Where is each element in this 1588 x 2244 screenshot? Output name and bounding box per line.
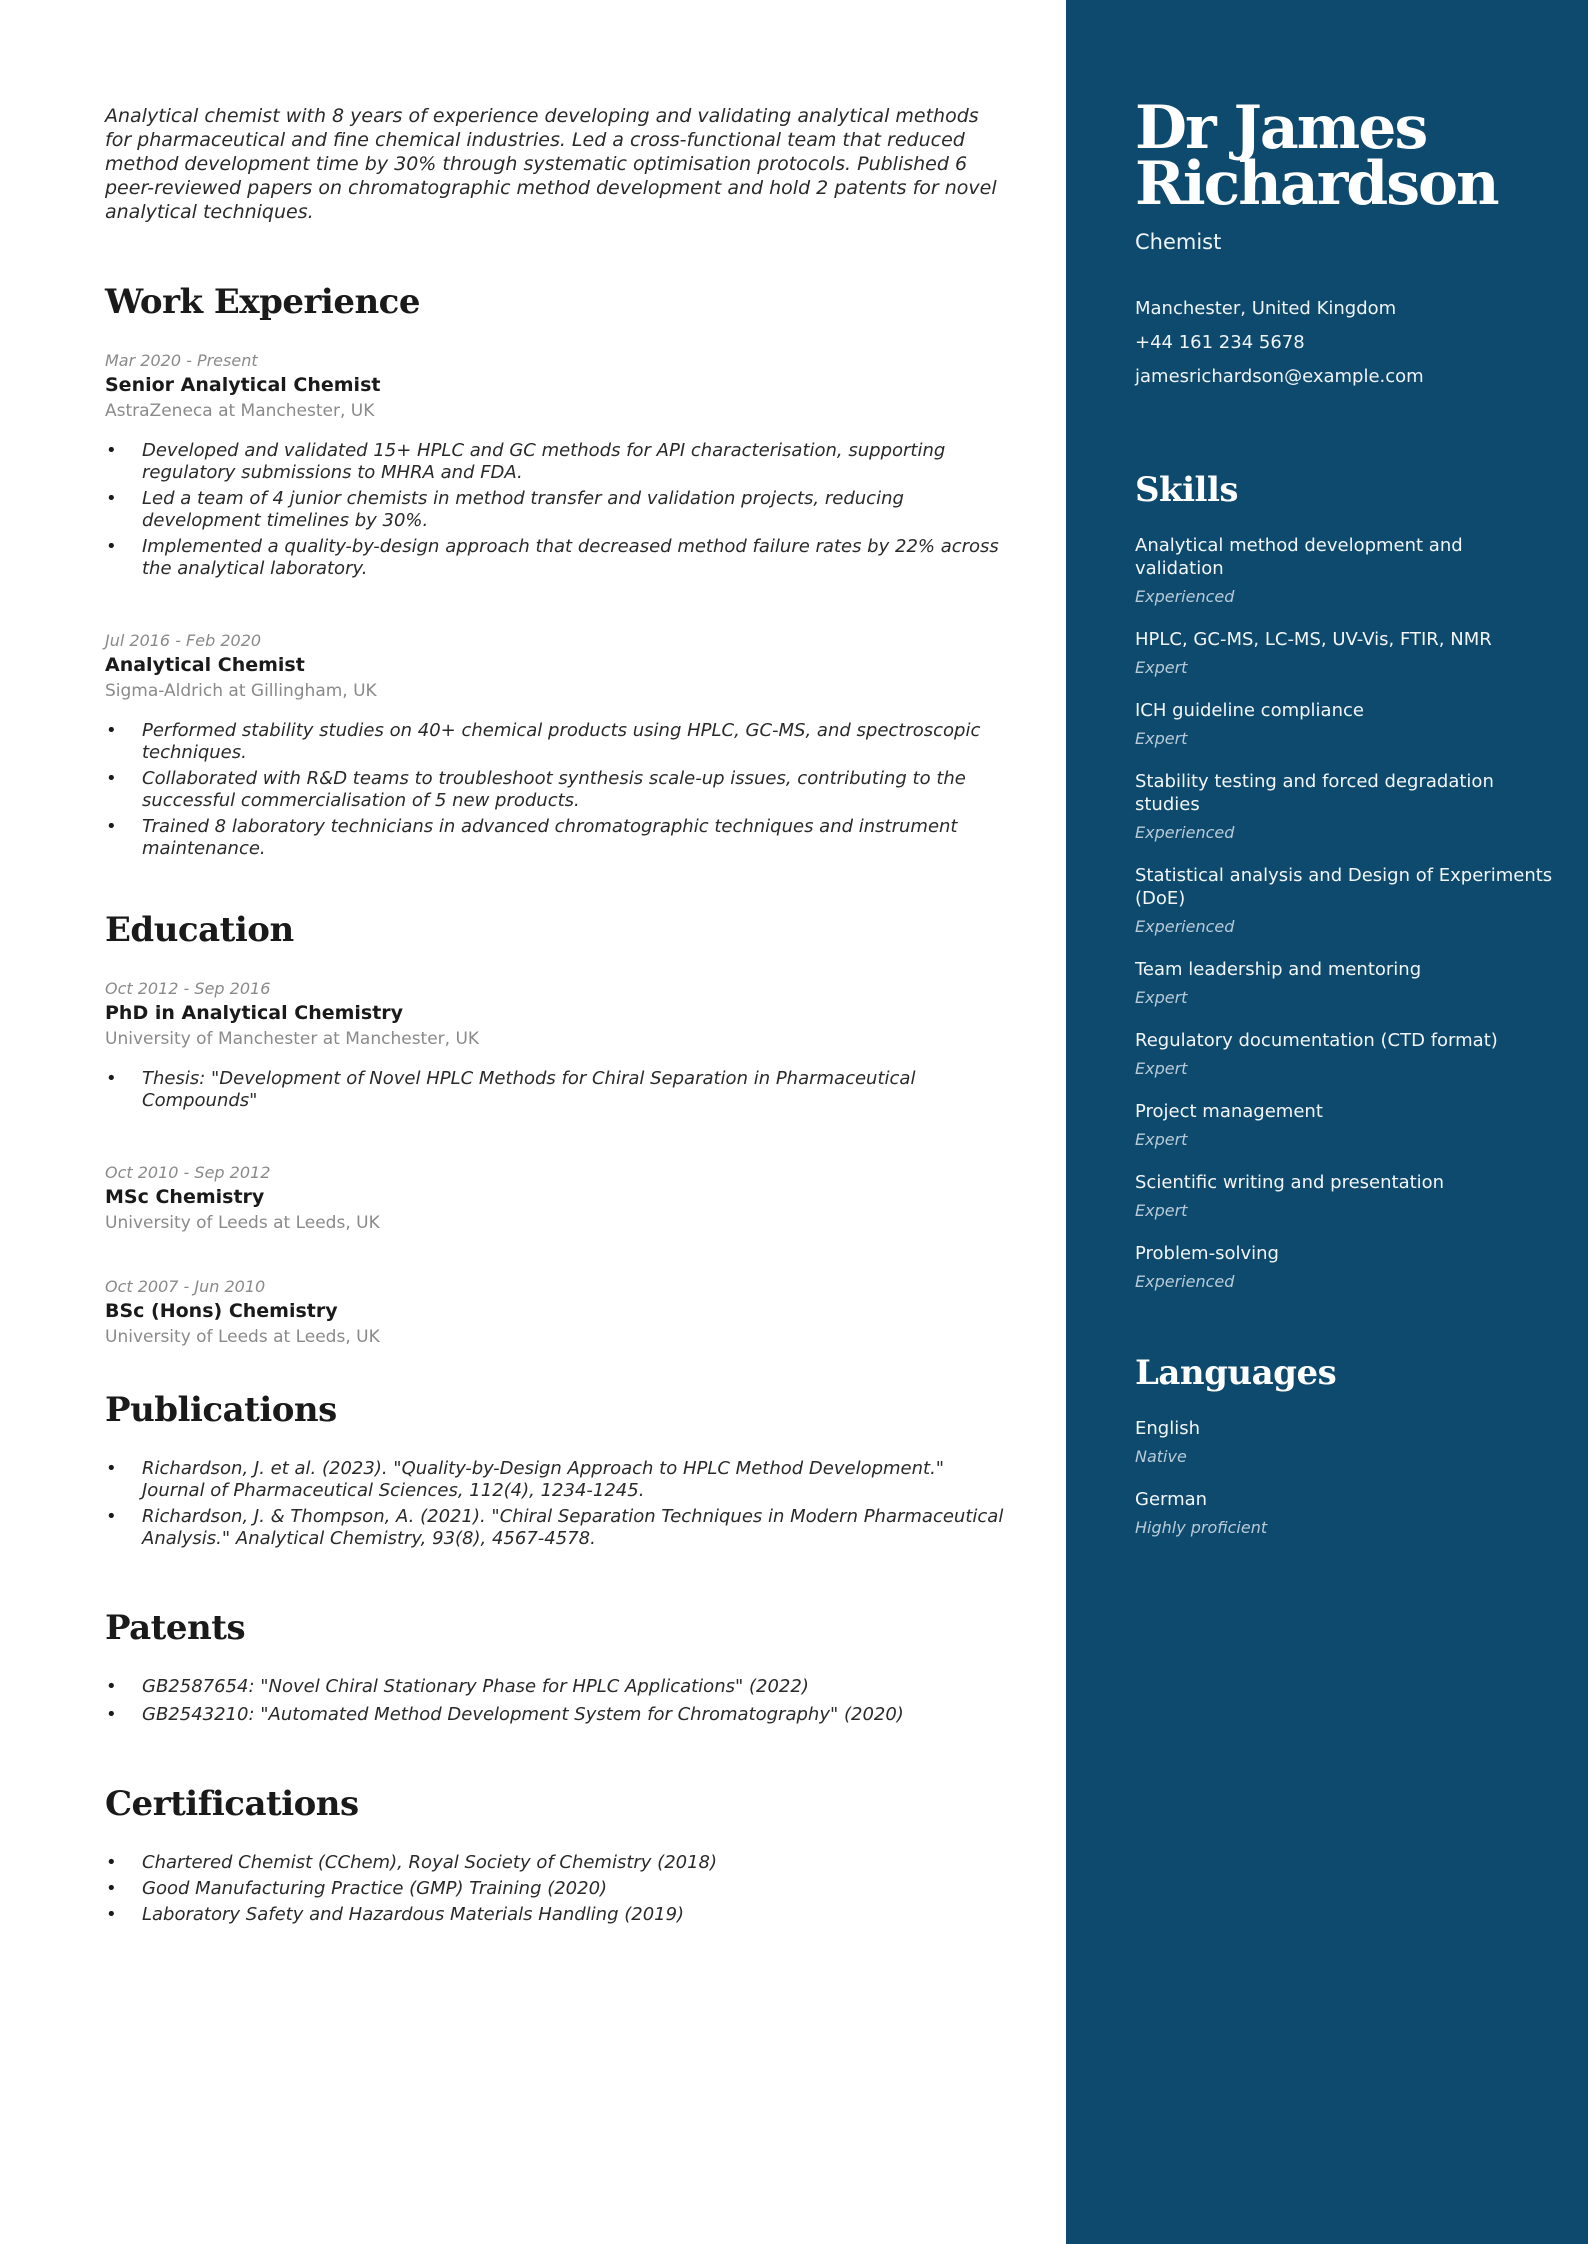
bullet-item: • Thesis: "Development of Novel HPLC Methods for Chiral Separation in Pharmaceutical Compounds": [105, 1068, 1005, 1112]
section-title-certifications: Certifications: [105, 1784, 359, 1824]
skill-level: Experienced: [1135, 1272, 1235, 1291]
entry-date: Oct 2012 - Sep 2016: [105, 979, 271, 998]
work-entry: [105, 630, 1006, 860]
skill-item: [1135, 628, 1558, 679]
skill-item: [1135, 770, 1558, 844]
entry-org: Sigma-Aldrich at Gillingham, UK: [105, 681, 377, 701]
summary: Analytical chemist with 8 years of experience developing and validating analytical methods for pharmaceutical and fine chemical industries. Led a cross-functional team that reduced method development time by 30% through systematic optimisation protocols. Published 6 peer-reviewed papers on chromatographic method development and hold 2 patents for novel analytical techniques.: [105, 105, 997, 223]
bullet-item: • Developed and validated 15+ HPLC and GC methods for API characterisation, supporting regulatory submissions to MHRA and FDA.: [105, 440, 1005, 484]
publications-list: [105, 1458, 1006, 1550]
entry-org: AstraZeneca at Manchester, UK: [105, 401, 375, 421]
patent-item: • GB2587654: "Novel Chiral Stationary Phase for HPLC Applications" (2022): [105, 1676, 1005, 1698]
bullet-list: [105, 720, 1006, 860]
skill-name: Statistical analysis and Design of Experiments (DoE): [1135, 865, 1553, 909]
contact-location: Manchester, United Kingdom: [1135, 298, 1397, 319]
bullet-list: [105, 1068, 1006, 1112]
contact-info: [1135, 292, 1558, 394]
skill-level: Experienced: [1135, 823, 1235, 842]
skill-name: Problem-solving: [1135, 1243, 1279, 1264]
skill-item: [1135, 1029, 1558, 1080]
contact-email: jamesrichardson@example.com: [1135, 366, 1424, 387]
skill-level: Experienced: [1135, 917, 1235, 936]
language-name: English: [1135, 1418, 1200, 1439]
section-title-patents: Patents: [105, 1608, 246, 1648]
entry-title: PhD in Analytical Chemistry: [105, 1002, 404, 1024]
certification-item: • Laboratory Safety and Hazardous Materials Handling (2019): [105, 1904, 1005, 1926]
job-title: Chemist: [1135, 230, 1222, 254]
skill-level: Experienced: [1135, 587, 1235, 606]
entry-date: Oct 2007 - Jun 2010: [105, 1277, 266, 1296]
contact-phone: +44 161 234 5678: [1135, 332, 1305, 353]
patents-list: [105, 1676, 1006, 1726]
language-level: Highly proficient: [1135, 1518, 1268, 1537]
skill-name: Regulatory documentation (CTD format): [1135, 1030, 1498, 1051]
entry-date: Jul 2016 - Feb 2020: [105, 631, 262, 650]
bullet-item: • Implemented a quality-by-design approach that decreased method failure rates by 22% across the analytical laboratory.: [105, 536, 1005, 580]
skill-level: Expert: [1135, 1059, 1188, 1078]
candidate-name: [1135, 93, 1558, 219]
language-item: [1135, 1488, 1558, 1539]
language-level: Native: [1135, 1447, 1187, 1466]
entry-date: Oct 2010 - Sep 2012: [105, 1163, 271, 1182]
skill-name: Scientific writing and presentation: [1135, 1172, 1445, 1193]
entry-org: University of Leeds at Leeds, UK: [105, 1327, 380, 1347]
entry-title: Senior Analytical Chemist: [105, 374, 381, 396]
bullet-item: • Trained 8 laboratory technicians in advanced chromatographic techniques and instrument maintenance.: [105, 816, 1005, 860]
skill-item: [1135, 699, 1558, 750]
patent-item: • GB2543210: "Automated Method Development System for Chromatography" (2020): [105, 1704, 1005, 1726]
bullet-item: • Collaborated with R&D teams to troubleshoot synthesis scale-up issues, contributing to the successful commercialisation of 5 new products.: [105, 768, 1005, 812]
skill-name: ICH guideline compliance: [1135, 700, 1364, 721]
bullet-item: • Led a team of 4 junior chemists in method transfer and validation projects, reducing development timelines by 30%.: [105, 488, 1005, 532]
section-title-work: Work Experience: [105, 282, 421, 322]
name-second-line: Richardson: [1135, 149, 1498, 219]
bullet-item: • Performed stability studies on 40+ chemical products using HPLC, GC-MS, and spectroscopic techniques.: [105, 720, 1005, 764]
skill-level: Expert: [1135, 1130, 1188, 1149]
language-name: German: [1135, 1489, 1208, 1510]
skill-name: Team leadership and mentoring: [1135, 959, 1422, 980]
name-first-line: Dr James: [1135, 93, 1427, 163]
entry-date: Mar 2020 - Present: [105, 351, 258, 370]
section-title-publications: Publications: [105, 1390, 337, 1430]
publication-item: • Richardson, J. et al. (2023). "Quality-by-Design Approach to HPLC Method Development." Journal of Pharmaceutical Sciences, 112(4), 1234-1245.: [105, 1458, 1005, 1502]
skill-item: [1135, 534, 1558, 608]
skill-item: [1135, 1242, 1558, 1293]
skill-name: Analytical method development and validation: [1135, 535, 1463, 579]
skill-name: Stability testing and forced degradation studies: [1135, 771, 1494, 815]
skill-name: Project management: [1135, 1101, 1323, 1122]
education-entry: [105, 1162, 1006, 1236]
skill-level: Expert: [1135, 658, 1188, 677]
entry-org: University of Manchester at Manchester, UK: [105, 1029, 480, 1049]
entry-org: University of Leeds at Leeds, UK: [105, 1213, 380, 1233]
publication-item: • Richardson, J. & Thompson, A. (2021). "Chiral Separation Techniques in Modern Pharmaceutical Analysis." Analytical Chemistry, 93(8), 4567-4578.: [105, 1506, 1005, 1550]
skill-item: [1135, 958, 1558, 1009]
certification-item: • Chartered Chemist (CChem), Royal Society of Chemistry (2018): [105, 1852, 1005, 1874]
skill-item: [1135, 1171, 1558, 1222]
certification-item: • Good Manufacturing Practice (GMP) Training (2020): [105, 1878, 1005, 1900]
skill-level: Expert: [1135, 729, 1188, 748]
bullet-list: [105, 440, 1006, 580]
section-title-languages: Languages: [1135, 1353, 1337, 1393]
skill-name: HPLC, GC-MS, LC-MS, UV-Vis, FTIR, NMR: [1135, 629, 1492, 650]
section-title-education: Education: [105, 910, 294, 950]
sidebar: [1066, 0, 1588, 2244]
entry-title: MSc Chemistry: [105, 1186, 265, 1208]
skill-item: [1135, 864, 1558, 938]
skill-level: Expert: [1135, 1201, 1188, 1220]
work-entry: [105, 350, 1006, 580]
skill-item: [1135, 1100, 1558, 1151]
section-title-skills: Skills: [1135, 470, 1239, 510]
education-entry: [105, 978, 1006, 1112]
skill-level: Expert: [1135, 988, 1188, 1007]
entry-title: BSc (Hons) Chemistry: [105, 1300, 338, 1322]
education-entry: [105, 1276, 1006, 1350]
language-item: [1135, 1417, 1558, 1468]
entry-title: Analytical Chemist: [105, 654, 305, 676]
certifications-list: [105, 1852, 1006, 1926]
